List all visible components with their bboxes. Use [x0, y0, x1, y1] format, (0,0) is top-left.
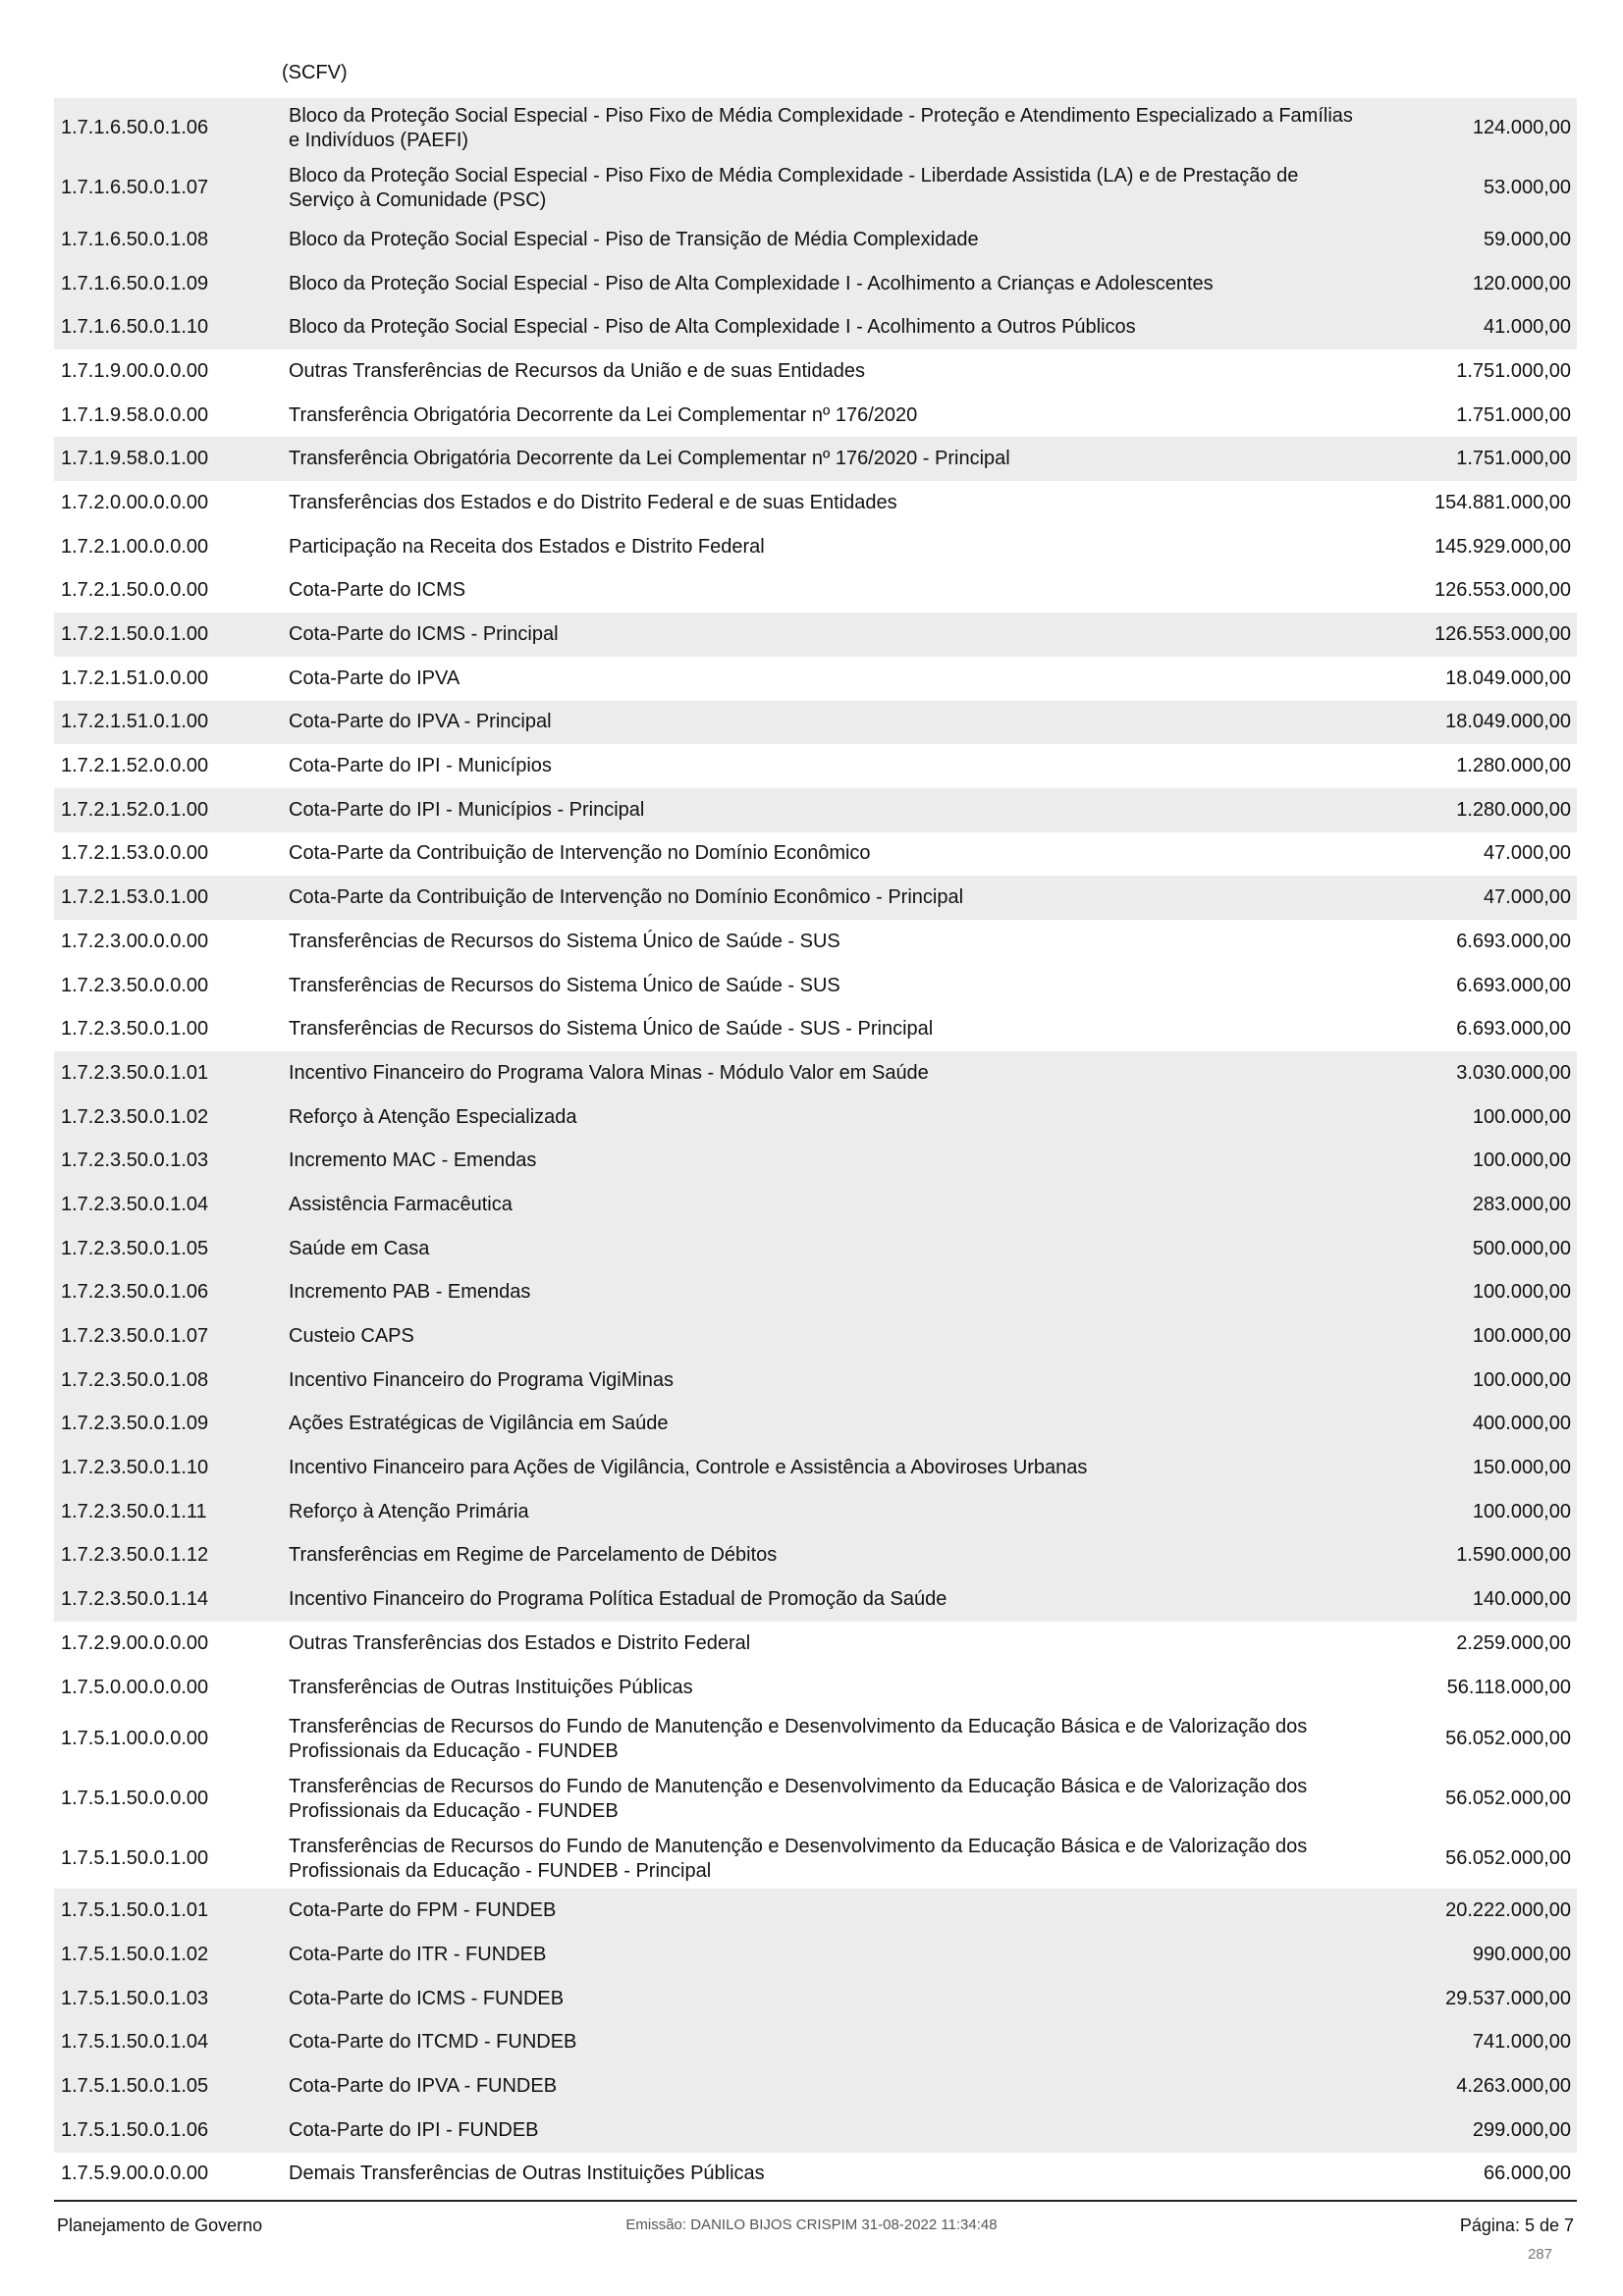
- row-code: 1.7.2.3.50.0.1.09: [61, 1413, 209, 1435]
- row-code: 1.7.2.1.50.0.1.00: [61, 623, 209, 646]
- row-value: 2.259.000,00: [1456, 1631, 1571, 1654]
- row-code: 1.7.5.1.50.0.1.03: [61, 1987, 209, 2009]
- table-row: [54, 394, 1577, 438]
- table-row: [54, 1709, 1577, 1769]
- row-value: 283.000,00: [1472, 1193, 1571, 1215]
- row-value: 1.751.000,00: [1456, 359, 1571, 382]
- table-row: [54, 218, 1577, 262]
- row-value: 126.553.000,00: [1434, 623, 1571, 646]
- row-description: Incremento MAC - Emendas: [289, 1149, 537, 1172]
- row-value: 1.280.000,00: [1456, 798, 1571, 821]
- row-description: Transferências em Regime de Parcelamento de Débitos: [289, 1544, 778, 1567]
- table-row: [54, 1007, 1577, 1051]
- table-row: [54, 349, 1577, 394]
- row-description: Cota-Parte do FPM - FUNDEB: [289, 1899, 557, 1922]
- row-description: Bloco da Proteção Social Especial - Piso Fixo de Média Complexidade - Proteção e Atendimento Especializado a Famílias e Indivíduos (PAEFI): [289, 104, 1353, 151]
- row-description: Transferências de Recursos do Fundo de Manutenção e Desenvolvimento da Educação Básica e de Valorização dos Profissionais da Educação - FUNDEB: [289, 1775, 1308, 1822]
- row-description: Cota-Parte do IPI - FUNDEB: [289, 2118, 539, 2141]
- row-description: Bloco da Proteção Social Especial - Piso Fixo de Média Complexidade - Liberdade Assistida (LA) e de Prestação de Serviço à Comunidade (PSC): [289, 164, 1299, 211]
- table-row: [54, 876, 1577, 920]
- revenue-table: [54, 98, 1577, 2196]
- row-value: 100.000,00: [1472, 1368, 1571, 1391]
- row-description: Demais Transferências de Outras Instituições Públicas: [289, 2163, 765, 2185]
- row-description: Cota-Parte do ICMS - FUNDEB: [289, 1987, 565, 2009]
- row-description: Incentivo Financeiro do Programa VigiMinas: [289, 1368, 675, 1391]
- table-row: [54, 481, 1577, 525]
- row-code: 1.7.1.6.50.0.1.06: [61, 117, 209, 138]
- table-row: [54, 158, 1577, 218]
- row-description: Reforço à Atenção Primária: [289, 1500, 529, 1522]
- row-description: Cota-Parte do IPI - Municípios: [289, 755, 552, 777]
- row-description: Cota-Parte da Contribuição de Intervenção no Domínio Econômico: [289, 842, 871, 865]
- row-description: Cota-Parte da Contribuição de Intervenção no Domínio Econômico - Principal: [289, 886, 964, 909]
- row-value: 3.030.000,00: [1456, 1061, 1571, 1084]
- row-description: Transferência Obrigatória Decorrente da Lei Complementar nº 176/2020 - Principal: [289, 448, 1010, 470]
- row-value: 29.537.000,00: [1445, 1987, 1571, 2009]
- row-value: 47.000,00: [1484, 886, 1571, 909]
- row-value: 56.052.000,00: [1445, 1847, 1571, 1870]
- row-description: Outras Transferências dos Estados e Distrito Federal: [289, 1631, 751, 1654]
- table-row: [54, 2020, 1577, 2064]
- table-row: [54, 788, 1577, 832]
- table-row: [54, 437, 1577, 481]
- row-value: 59.000,00: [1484, 228, 1571, 250]
- table-row: [54, 1769, 1577, 1829]
- table-row: [54, 1446, 1577, 1490]
- row-value: 100.000,00: [1472, 1500, 1571, 1522]
- row-description: Transferências de Recursos do Fundo de Manutenção e Desenvolvimento da Educação Básica e de Valorização dos Profissionais da Educação - FUNDEB - Principal: [289, 1835, 1308, 1882]
- row-description: Cota-Parte do IPVA - FUNDEB: [289, 2074, 558, 2097]
- row-value: 56.052.000,00: [1445, 1788, 1571, 1810]
- row-description: Assistência Farmacêutica: [289, 1193, 513, 1215]
- row-description: Transferências de Recursos do Sistema Único de Saúde - SUS: [289, 930, 840, 952]
- row-value: 20.222.000,00: [1445, 1899, 1571, 1922]
- row-value: 100.000,00: [1472, 1325, 1571, 1348]
- row-value: 126.553.000,00: [1434, 579, 1571, 602]
- row-value: 6.693.000,00: [1456, 930, 1571, 952]
- row-description: Cota-Parte do IPVA: [289, 667, 460, 689]
- row-value: 1.280.000,00: [1456, 755, 1571, 777]
- table-row: [54, 920, 1577, 964]
- row-code: 1.7.5.1.50.0.0.00: [61, 1788, 209, 1810]
- row-code: 1.7.1.6.50.0.1.09: [61, 272, 209, 294]
- footer-divider: [54, 2200, 1577, 2202]
- row-value: 18.049.000,00: [1445, 711, 1571, 733]
- row-code: 1.7.2.3.50.0.1.08: [61, 1368, 209, 1391]
- row-description: Ações Estratégicas de Vigilância em Saúde: [289, 1413, 669, 1435]
- row-code: 1.7.2.3.50.0.1.12: [61, 1544, 209, 1567]
- table-row: [54, 1359, 1577, 1403]
- table-row: [54, 1829, 1577, 1889]
- row-description: Participação na Receita dos Estados e Distrito Federal: [289, 535, 765, 558]
- table-row: [54, 1889, 1577, 1933]
- row-value: 145.929.000,00: [1434, 535, 1571, 558]
- row-code: 1.7.5.1.50.0.1.05: [61, 2074, 209, 2097]
- row-description: Bloco da Proteção Social Especial - Piso de Alta Complexidade I - Acolhimento a Crianças e Adolescentes: [289, 272, 1214, 294]
- row-description: Reforço à Atenção Especializada: [289, 1105, 577, 1128]
- row-value: 1.751.000,00: [1456, 403, 1571, 426]
- row-description: Saúde em Casa: [289, 1237, 430, 1259]
- row-value: 66.000,00: [1484, 2163, 1571, 2185]
- row-code: 1.7.2.3.50.0.1.04: [61, 1193, 209, 1215]
- row-description: Incentivo Financeiro para Ações de Vigilância, Controle e Assistência a Aboviroses Urbanas: [289, 1457, 1088, 1479]
- row-value: 4.263.000,00: [1456, 2074, 1571, 2097]
- row-code: 1.7.1.6.50.0.1.08: [61, 228, 209, 250]
- table-row: [54, 1534, 1577, 1578]
- row-code: 1.7.2.1.50.0.0.00: [61, 579, 209, 602]
- row-value: 100.000,00: [1472, 1281, 1571, 1304]
- table-row: [54, 569, 1577, 614]
- table-row: [54, 1051, 1577, 1095]
- row-value: 100.000,00: [1472, 1105, 1571, 1128]
- table-row: [54, 2109, 1577, 2153]
- row-code: 1.7.5.1.00.0.0.00: [61, 1728, 209, 1750]
- row-value: 56.052.000,00: [1445, 1728, 1571, 1750]
- row-code: 1.7.1.9.00.0.0.00: [61, 359, 209, 382]
- table-row: [54, 613, 1577, 657]
- row-code: 1.7.2.3.50.0.1.14: [61, 1588, 209, 1611]
- row-code: 1.7.5.0.00.0.0.00: [61, 1676, 209, 1698]
- row-description: Outras Transferências de Recursos da União e de suas Entidades: [289, 359, 865, 382]
- table-row: [54, 1490, 1577, 1534]
- row-description: Cota-Parte do IPVA - Principal: [289, 711, 552, 733]
- row-description: Transferências de Recursos do Fundo de Manutenção e Desenvolvimento da Educação Básica e de Valorização dos Profissionais da Educação - FUNDEB: [289, 1715, 1308, 1762]
- row-value: 53.000,00: [1484, 177, 1571, 198]
- row-description: Transferências de Recursos do Sistema Único de Saúde - SUS: [289, 974, 840, 996]
- row-code: 1.7.2.1.53.0.1.00: [61, 886, 209, 909]
- row-code: 1.7.2.3.50.0.1.01: [61, 1061, 209, 1084]
- row-description: Incentivo Financeiro do Programa Política Estadual de Promoção da Saúde: [289, 1588, 947, 1611]
- footer-emission: Emissão: DANILO BIJOS CRISPIM 31-08-2022 11:34:48: [625, 2216, 998, 2233]
- row-value: 6.693.000,00: [1456, 974, 1571, 996]
- row-description: Incremento PAB - Emendas: [289, 1281, 531, 1304]
- row-value: 120.000,00: [1472, 272, 1571, 294]
- row-code: 1.7.1.6.50.0.1.07: [61, 177, 209, 198]
- table-row: [54, 744, 1577, 788]
- row-code: 1.7.1.9.58.0.0.00: [61, 403, 209, 426]
- table-row: [54, 1577, 1577, 1622]
- row-code: 1.7.1.6.50.0.1.10: [61, 316, 209, 339]
- row-code: 1.7.5.1.50.0.1.00: [61, 1847, 209, 1870]
- row-value: 150.000,00: [1472, 1457, 1571, 1479]
- table-row: [54, 657, 1577, 701]
- row-value: 56.118.000,00: [1446, 1676, 1571, 1698]
- row-value: 400.000,00: [1472, 1413, 1571, 1435]
- row-code: 1.7.2.1.51.0.1.00: [61, 711, 209, 733]
- table-row: [54, 525, 1577, 569]
- row-code: 1.7.5.1.50.0.1.04: [61, 2031, 209, 2054]
- row-value: 154.881.000,00: [1434, 491, 1571, 513]
- row-code: 1.7.5.1.50.0.1.06: [61, 2118, 209, 2141]
- row-value: 741.000,00: [1472, 2031, 1571, 2054]
- row-code: 1.7.2.3.50.0.1.03: [61, 1149, 209, 1172]
- page-number: 287: [1527, 2246, 1552, 2263]
- row-value: 18.049.000,00: [1445, 667, 1571, 689]
- row-value: 500.000,00: [1472, 1237, 1571, 1259]
- table-row: [54, 1622, 1577, 1666]
- table-row: [54, 2064, 1577, 2109]
- row-value: 140.000,00: [1472, 1588, 1571, 1611]
- table-row: [54, 1183, 1577, 1227]
- row-code: 1.7.2.3.50.0.1.05: [61, 1237, 209, 1259]
- footer-department: Planejamento de Governo: [57, 2216, 263, 2235]
- row-code: 1.7.2.3.50.0.1.07: [61, 1325, 209, 1348]
- row-value: 299.000,00: [1472, 2118, 1571, 2141]
- table-row: [54, 2153, 1577, 2197]
- table-row: [54, 832, 1577, 877]
- row-description: Bloco da Proteção Social Especial - Piso de Transição de Média Complexidade: [289, 228, 979, 250]
- row-description: Custeio CAPS: [289, 1325, 414, 1348]
- row-description: Cota-Parte do ITR - FUNDEB: [289, 1943, 547, 1965]
- row-description: Bloco da Proteção Social Especial - Piso de Alta Complexidade I - Acolhimento a Outros Públicos: [289, 316, 1136, 339]
- footer-pagination: Página: 5 de 7: [1459, 2216, 1574, 2235]
- table-row: [54, 262, 1577, 306]
- row-code: 1.7.2.0.00.0.0.00: [61, 491, 209, 513]
- row-code: 1.7.2.3.50.0.1.11: [61, 1500, 207, 1522]
- row-description: Cota-Parte do ICMS - Principal: [289, 623, 559, 646]
- row-description: Transferências de Recursos do Sistema Único de Saúde - SUS - Principal: [289, 1018, 934, 1041]
- row-value: 124.000,00: [1472, 117, 1571, 138]
- row-description: Cota-Parte do ITCMD - FUNDEB: [289, 2031, 577, 2054]
- row-value: 990.000,00: [1472, 1943, 1571, 1965]
- row-description: Cota-Parte do ICMS: [289, 579, 466, 602]
- continuation-text: (SCFV): [282, 62, 348, 83]
- table-row: [54, 1403, 1577, 1447]
- row-description: Transferências de Outras Instituições Públicas: [289, 1676, 693, 1698]
- row-code: 1.7.5.1.50.0.1.01: [61, 1899, 209, 1922]
- row-value: 1.751.000,00: [1456, 448, 1571, 470]
- table-row: [54, 1139, 1577, 1183]
- table-row: [54, 305, 1577, 349]
- row-description: Incentivo Financeiro do Programa Valora Minas - Módulo Valor em Saúde: [289, 1061, 929, 1084]
- row-code: 1.7.2.1.53.0.0.00: [61, 842, 209, 865]
- table-row: [54, 964, 1577, 1008]
- row-value: 1.590.000,00: [1456, 1544, 1571, 1567]
- row-code: 1.7.5.9.00.0.0.00: [61, 2163, 209, 2185]
- row-code: 1.7.2.1.51.0.0.00: [61, 667, 209, 689]
- table-row: [54, 701, 1577, 745]
- row-code: 1.7.2.1.52.0.1.00: [61, 798, 209, 821]
- row-description: Cota-Parte do IPI - Municípios - Principal: [289, 798, 645, 821]
- row-code: 1.7.5.1.50.0.1.02: [61, 1943, 209, 1965]
- row-code: 1.7.1.9.58.0.1.00: [61, 448, 209, 470]
- row-value: 41.000,00: [1484, 316, 1571, 339]
- row-code: 1.7.2.9.00.0.0.00: [61, 1631, 209, 1654]
- table-row: [54, 1095, 1577, 1140]
- table-row: [54, 98, 1577, 158]
- table-row: [54, 1977, 1577, 2021]
- row-code: 1.7.2.1.00.0.0.00: [61, 535, 209, 558]
- row-code: 1.7.2.3.50.0.1.00: [61, 1018, 209, 1041]
- row-code: 1.7.2.3.00.0.0.00: [61, 930, 209, 952]
- table-row: [54, 1227, 1577, 1271]
- row-code: 1.7.2.1.52.0.0.00: [61, 755, 209, 777]
- table-row: [54, 1933, 1577, 1977]
- table-row: [54, 1271, 1577, 1315]
- row-code: 1.7.2.3.50.0.1.02: [61, 1105, 209, 1128]
- row-value: 47.000,00: [1484, 842, 1571, 865]
- table-row: [54, 1314, 1577, 1359]
- table-row: [54, 1666, 1577, 1710]
- row-code: 1.7.2.3.50.0.1.10: [61, 1457, 209, 1479]
- row-description: Transferências dos Estados e do Distrito Federal e de suas Entidades: [289, 491, 897, 513]
- row-value: 6.693.000,00: [1456, 1018, 1571, 1041]
- row-description: Transferência Obrigatória Decorrente da Lei Complementar nº 176/2020: [289, 403, 918, 426]
- row-code: 1.7.2.3.50.0.0.00: [61, 974, 209, 996]
- row-value: 100.000,00: [1472, 1149, 1571, 1172]
- row-code: 1.7.2.3.50.0.1.06: [61, 1281, 209, 1304]
